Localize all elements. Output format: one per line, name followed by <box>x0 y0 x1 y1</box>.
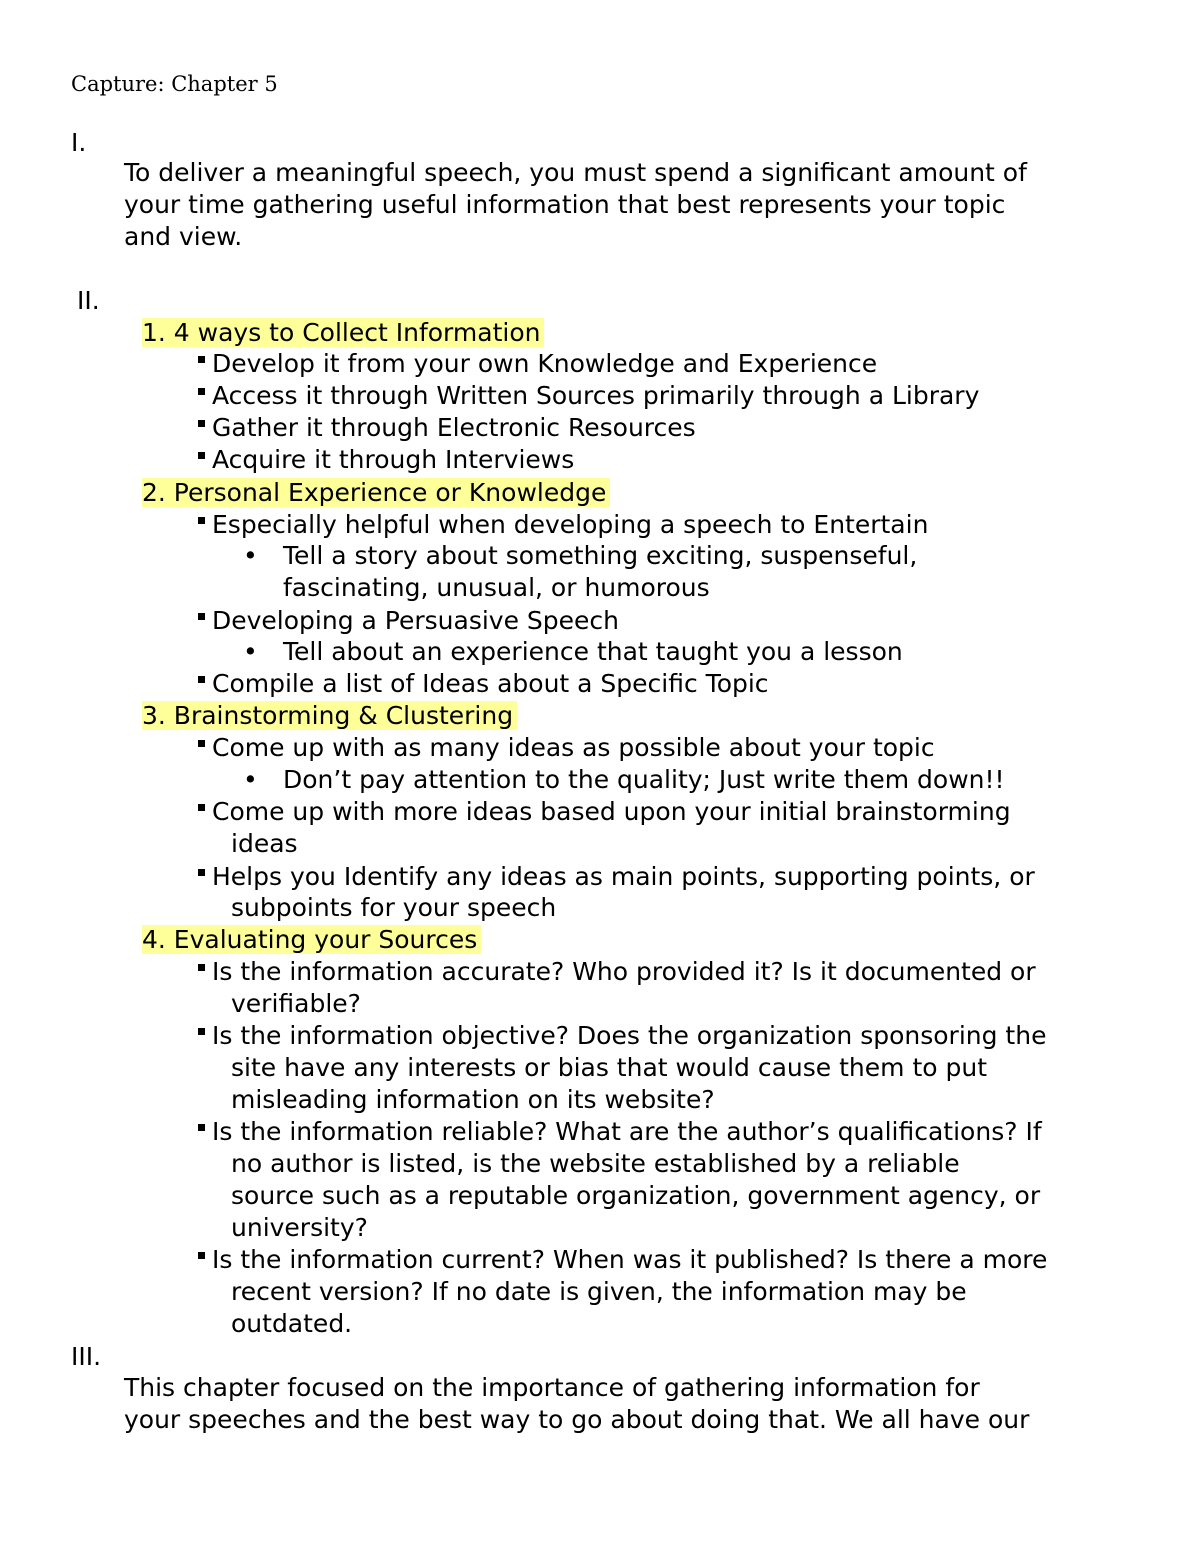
sub-list-item: • Tell a story about something exciting, suspenseful, <box>243 541 918 570</box>
list-item-continuation: site have any interests or bias that would cause them to put <box>231 1053 988 1082</box>
square-bullet-icon <box>198 452 205 459</box>
sub-list-item-continuation: fascinating, unusual, or humorous <box>283 573 710 602</box>
square-bullet-icon <box>198 356 205 363</box>
list-item-continuation: subpoints for your speech <box>231 893 557 922</box>
square-bullet-icon <box>198 804 205 811</box>
heading-text: 2. Personal Experience or Knowledge <box>142 478 610 507</box>
heading-personal-experience <box>142 477 610 509</box>
square-bullet-icon <box>198 517 205 524</box>
square-bullet-icon <box>198 420 205 427</box>
list-item: Is the information accurate? Who provided it? Is it documented or <box>198 956 1036 988</box>
square-bullet-icon <box>198 676 205 683</box>
paragraph-line: and view. <box>124 222 243 251</box>
list-item-continuation: university? <box>231 1213 368 1242</box>
square-bullet-icon <box>198 1252 205 1259</box>
list-item: Come up with more ideas based upon your initial brainstorming <box>198 796 1011 828</box>
list-item: Especially helpful when developing a speech to Entertain <box>198 509 928 541</box>
roman-numeral-2: II. <box>77 286 100 315</box>
heading-collect-information <box>142 317 544 349</box>
list-item-continuation: outdated. <box>231 1309 353 1338</box>
page-header: Capture: Chapter 5 <box>71 72 278 96</box>
list-item: Develop it from your own Knowledge and Experience <box>198 348 877 380</box>
heading-text: 4. Evaluating your Sources <box>142 925 481 954</box>
list-item-continuation: source such as a reputable organization, government agency, or <box>231 1181 1041 1210</box>
heading-text: 1. 4 ways to Collect Information <box>142 318 544 347</box>
list-item: Helps you Identify any ideas as main points, supporting points, or <box>198 861 1035 893</box>
list-item: Gather it through Electronic Resources <box>198 412 696 444</box>
roman-numeral-1: I. <box>71 128 87 157</box>
paragraph-line: This chapter focused on the importance of gathering information for <box>124 1373 980 1402</box>
paragraph-line: your speeches and the best way to go about doing that. We all have our <box>124 1405 1030 1434</box>
list-item: Come up with as many ideas as possible about your topic <box>198 732 935 764</box>
list-item: Is the information current? When was it published? Is there a more <box>198 1244 1047 1276</box>
square-bullet-icon <box>198 740 205 747</box>
paragraph-line: your time gathering useful information that best represents your topic <box>124 190 1006 219</box>
section-3-paragraph <box>124 1372 1164 1436</box>
list-item: Developing a Persuasive Speech <box>198 605 619 637</box>
square-bullet-icon <box>198 1028 205 1035</box>
list-item-continuation: no author is listed, is the website established by a reliable <box>231 1149 960 1178</box>
round-bullet-icon: • <box>243 637 258 666</box>
square-bullet-icon <box>198 964 205 971</box>
square-bullet-icon <box>198 613 205 620</box>
square-bullet-icon <box>198 388 205 395</box>
list-item-continuation: verifiable? <box>231 989 361 1018</box>
list-item-continuation: recent version? If no date is given, the information may be <box>231 1277 967 1306</box>
section-1-paragraph <box>124 157 1164 253</box>
sub-list-item: • Tell about an experience that taught you a lesson <box>243 637 903 666</box>
list-item: Is the information objective? Does the organization sponsoring the <box>198 1020 1046 1052</box>
square-bullet-icon <box>198 869 205 876</box>
round-bullet-icon: • <box>243 765 258 794</box>
list-item-continuation: ideas <box>231 829 298 858</box>
paragraph-line: To deliver a meaningful speech, you must spend a significant amount of <box>124 158 1027 187</box>
list-item: Compile a list of Ideas about a Specific Topic <box>198 668 769 700</box>
heading-evaluating-sources <box>142 924 481 956</box>
list-item: Access it through Written Sources primarily through a Library <box>198 380 979 412</box>
list-item-continuation: misleading information on its website? <box>231 1085 715 1114</box>
round-bullet-icon: • <box>243 541 258 570</box>
heading-text: 3. Brainstorming & Clustering <box>142 701 517 730</box>
heading-brainstorming <box>142 700 517 732</box>
list-item: Is the information reliable? What are the author’s qualifications? If <box>198 1116 1042 1148</box>
sub-list-item: • Don’t pay attention to the quality; Just write them down!! <box>243 765 1005 794</box>
list-item: Acquire it through Interviews <box>198 444 574 476</box>
roman-numeral-3: III. <box>71 1342 102 1371</box>
square-bullet-icon <box>198 1124 205 1131</box>
